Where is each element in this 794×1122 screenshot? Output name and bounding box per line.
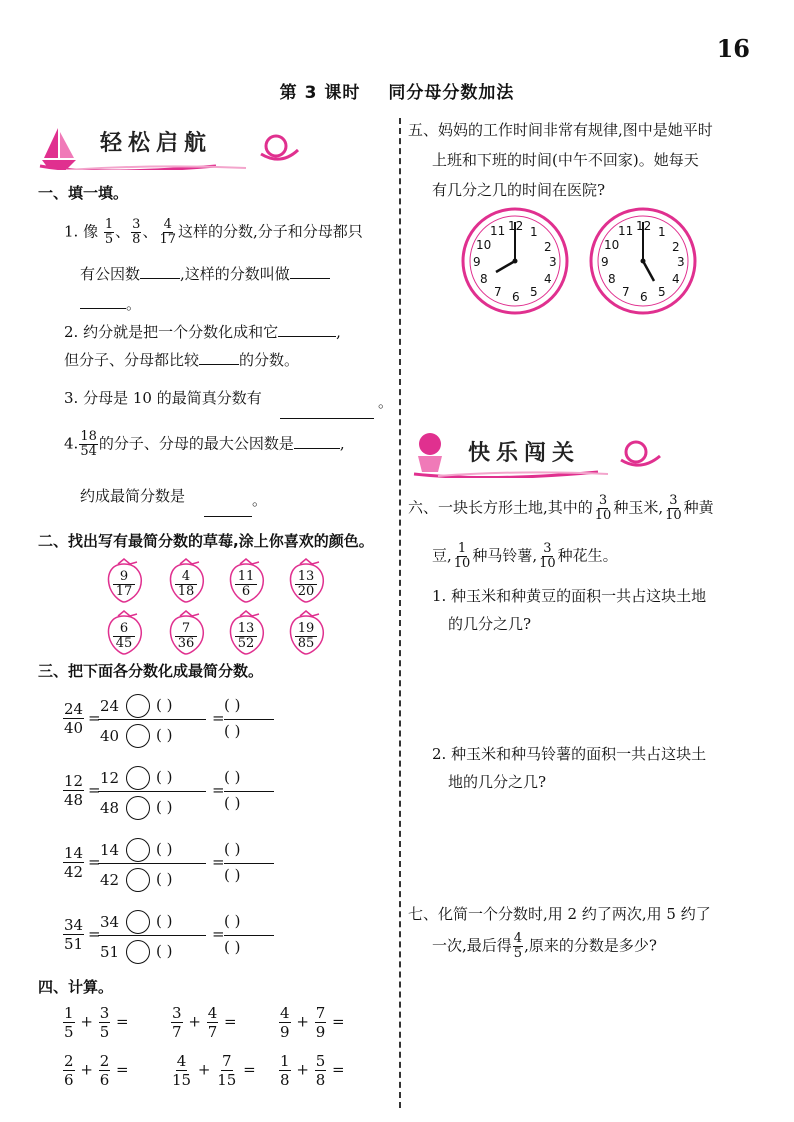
s7-line2: 一次,最后得 $\frac{4}{5}$ ,原来的分数是多少? bbox=[432, 931, 657, 961]
section1-title: 一、填一填。 bbox=[38, 184, 129, 202]
paren-blank[interactable]: ( ) bbox=[156, 840, 173, 858]
answer-blank[interactable] bbox=[278, 322, 336, 337]
strawberry[interactable]: 6 45 bbox=[104, 610, 148, 656]
clock-numbers: 12 1 2 3 4 5 6 7 8 9 10 11 bbox=[601, 219, 685, 304]
s1-q1-line2: 有公因数 ,这样的分数叫做 bbox=[80, 264, 330, 284]
calc-item: $\frac{1}{5}$ + $\frac{3}{5}$ = bbox=[64, 1004, 129, 1041]
s1-q4-line1: 4. $\frac{18}{54}$ 的分子、分母的最大公因数是 , bbox=[64, 429, 345, 459]
section3-title: 三、把下面各分数化成最简分数。 bbox=[38, 662, 264, 680]
circle-blank[interactable] bbox=[126, 796, 150, 820]
banner-easy-start bbox=[36, 120, 306, 170]
calc-item: $\frac{4}{9}$ + $\frac{7}{9}$ = bbox=[280, 1004, 345, 1041]
lesson-name: 同分母分数加法 bbox=[388, 83, 515, 103]
circle-blank[interactable] bbox=[126, 940, 150, 964]
circle-blank[interactable] bbox=[126, 766, 150, 790]
fraction: $\frac{3}{10}$ bbox=[594, 493, 612, 523]
fraction: $\frac{3}{8}$ bbox=[132, 217, 141, 247]
fraction: $\frac{1}{10}$ bbox=[453, 541, 471, 571]
fraction: 24 40 bbox=[64, 700, 84, 737]
clock-start bbox=[460, 206, 570, 316]
banner-right-text: 快乐闯关 bbox=[468, 441, 581, 466]
fraction: $\frac{1}{5}$ bbox=[104, 217, 114, 247]
fraction: 14 42 bbox=[64, 844, 84, 881]
s5-line1: 五、妈妈的工作时间非常有规律,图中是她平时 bbox=[408, 121, 713, 139]
paren-blank[interactable]: ( ) bbox=[224, 912, 241, 930]
calc-item: $\frac{4}{15}$ + $\frac{7}{15}$ = bbox=[172, 1052, 256, 1089]
clock-numbers: 12 1 2 3 4 5 6 7 8 9 10 11 bbox=[473, 219, 557, 304]
lesson-label: 第 3 课时 bbox=[279, 83, 361, 103]
paren-blank[interactable]: ( ) bbox=[156, 798, 173, 816]
calc-grid bbox=[62, 1004, 382, 1094]
paren-blank[interactable]: ( ) bbox=[156, 726, 173, 744]
paren-blank[interactable]: ( ) bbox=[224, 938, 241, 956]
clock-end bbox=[588, 206, 698, 316]
fraction: 34 51 bbox=[64, 916, 84, 953]
s5-line3: 有几分之几的时间在医院? bbox=[432, 181, 606, 199]
strawberry[interactable]: 13 52 bbox=[226, 610, 270, 656]
section2-title: 二、找出写有最简分数的草莓,涂上你喜欢的颜色。 bbox=[38, 532, 374, 550]
paren-blank[interactable]: ( ) bbox=[156, 696, 173, 714]
calc-item: $\frac{2}{6}$ + $\frac{2}{6}$ = bbox=[64, 1052, 129, 1089]
answer-blank[interactable] bbox=[280, 404, 374, 419]
s6-q1-line2: 的几分之几? bbox=[448, 615, 532, 633]
page-number: 16 bbox=[716, 34, 750, 63]
section4-title: 四、计算。 bbox=[38, 978, 114, 996]
s7-line1: 七、化简一个分数时,用 2 约了两次,用 5 约了 bbox=[408, 905, 711, 923]
paren-blank[interactable]: ( ) bbox=[224, 768, 241, 786]
circle-blank[interactable] bbox=[126, 838, 150, 862]
banner-happy-challenge bbox=[408, 428, 668, 478]
answer-blank[interactable] bbox=[80, 294, 126, 309]
paren-blank[interactable]: ( ) bbox=[224, 722, 241, 740]
paren-blank[interactable]: ( ) bbox=[156, 768, 173, 786]
circle-blank[interactable] bbox=[126, 868, 150, 892]
s5-line2: 上班和下班的时间(中午不回家)。她每天 bbox=[432, 151, 699, 169]
reduce-item: 34 51 = 34 ( ) 51 ( ) = ( ) ( ) bbox=[62, 908, 302, 964]
strawberry[interactable]: 11 6 bbox=[226, 558, 270, 604]
calc-item: $\frac{1}{8}$ + $\frac{5}{8}$ = bbox=[280, 1052, 345, 1089]
paren-blank[interactable]: ( ) bbox=[156, 870, 173, 888]
paren-blank[interactable]: ( ) bbox=[224, 696, 241, 714]
answer-blank[interactable] bbox=[199, 350, 239, 365]
strawberry[interactable]: 4 18 bbox=[166, 558, 210, 604]
fraction: $\frac{4}{17}$ bbox=[159, 217, 177, 247]
strawberry[interactable]: 13 20 bbox=[286, 558, 330, 604]
s1-q3-end: 。 bbox=[378, 393, 394, 411]
reduce-item: 14 42 = 14 ( ) 42 ( ) = ( ) ( ) bbox=[62, 836, 302, 892]
paren-blank[interactable]: ( ) bbox=[224, 866, 241, 884]
circle-blank[interactable] bbox=[126, 910, 150, 934]
s1-q2-line1: 2. 约分就是把一个分数化成和它 , bbox=[64, 323, 341, 341]
strawberry[interactable]: 19 85 bbox=[286, 610, 330, 656]
strawberry[interactable]: 7 36 bbox=[166, 610, 210, 656]
s1-q4-line2: 约成最简分数是 bbox=[80, 487, 186, 505]
s1-q1-line3: 。 bbox=[80, 294, 141, 314]
fraction: $\frac{3}{10}$ bbox=[665, 493, 682, 523]
paren-blank[interactable]: ( ) bbox=[224, 794, 241, 812]
s6-q2-line2: 地的几分之几? bbox=[448, 773, 547, 791]
s1-q3: 3. 分母是 10 的最简真分数有 bbox=[64, 389, 262, 407]
fraction: $\frac{3}{10}$ bbox=[539, 541, 556, 571]
fraction: $\frac{18}{54}$ bbox=[80, 429, 97, 459]
column-divider bbox=[399, 118, 401, 1108]
paren-blank[interactable]: ( ) bbox=[224, 840, 241, 858]
s1-q1-line1: 1. 像 $\frac{1}{5}$ 、 $\frac{3}{8}$ 、 $\frac{4}{17}$ 这样的分数,分子和分母都只 bbox=[64, 217, 363, 247]
circle-blank[interactable] bbox=[126, 724, 150, 748]
banner-left-text: 轻松启航 bbox=[100, 131, 213, 156]
s6-line1: 六、一块长方形土地,其中的 $\frac{3}{10}$ 种玉米, $\frac{3}{10}$ 种黄 bbox=[408, 493, 714, 523]
strawberry-grid bbox=[104, 558, 344, 658]
s1-q4-end: 。 bbox=[252, 491, 268, 509]
s1-q2-line2: 但分子、分母都比较 的分数。 bbox=[64, 351, 300, 369]
lesson-title bbox=[0, 78, 794, 103]
paren-blank[interactable]: ( ) bbox=[156, 912, 173, 930]
answer-blank[interactable] bbox=[294, 434, 340, 449]
answer-blank[interactable] bbox=[290, 264, 330, 279]
answer-blank[interactable] bbox=[140, 264, 180, 279]
answer-blank[interactable] bbox=[204, 502, 252, 517]
s6-line2: 豆, $\frac{1}{10}$ 种马铃薯, $\frac{3}{10}$ 种花生。 bbox=[432, 541, 618, 571]
fraction: 12 48 bbox=[64, 772, 84, 809]
fraction: $\frac{4}{5}$ bbox=[513, 931, 523, 961]
reduce-item: 12 48 = 12 ( ) 48 ( ) = ( ) ( ) bbox=[62, 764, 302, 820]
reduce-item: 24 40 = 24 ( ) 40 ( ) = ( ) ( ) bbox=[62, 692, 302, 748]
strawberry[interactable]: 9 17 bbox=[104, 558, 148, 604]
s6-q1-line1: 1. 种玉米和种黄豆的面积一共占这块土地 bbox=[432, 587, 707, 605]
circle-blank[interactable] bbox=[126, 694, 150, 718]
paren-blank[interactable]: ( ) bbox=[156, 942, 173, 960]
s6-q2-line1: 2. 种玉米和种马铃薯的面积一共占这块土 bbox=[432, 745, 707, 763]
calc-item: $\frac{3}{7}$ + $\frac{4}{7}$ = bbox=[172, 1004, 237, 1041]
